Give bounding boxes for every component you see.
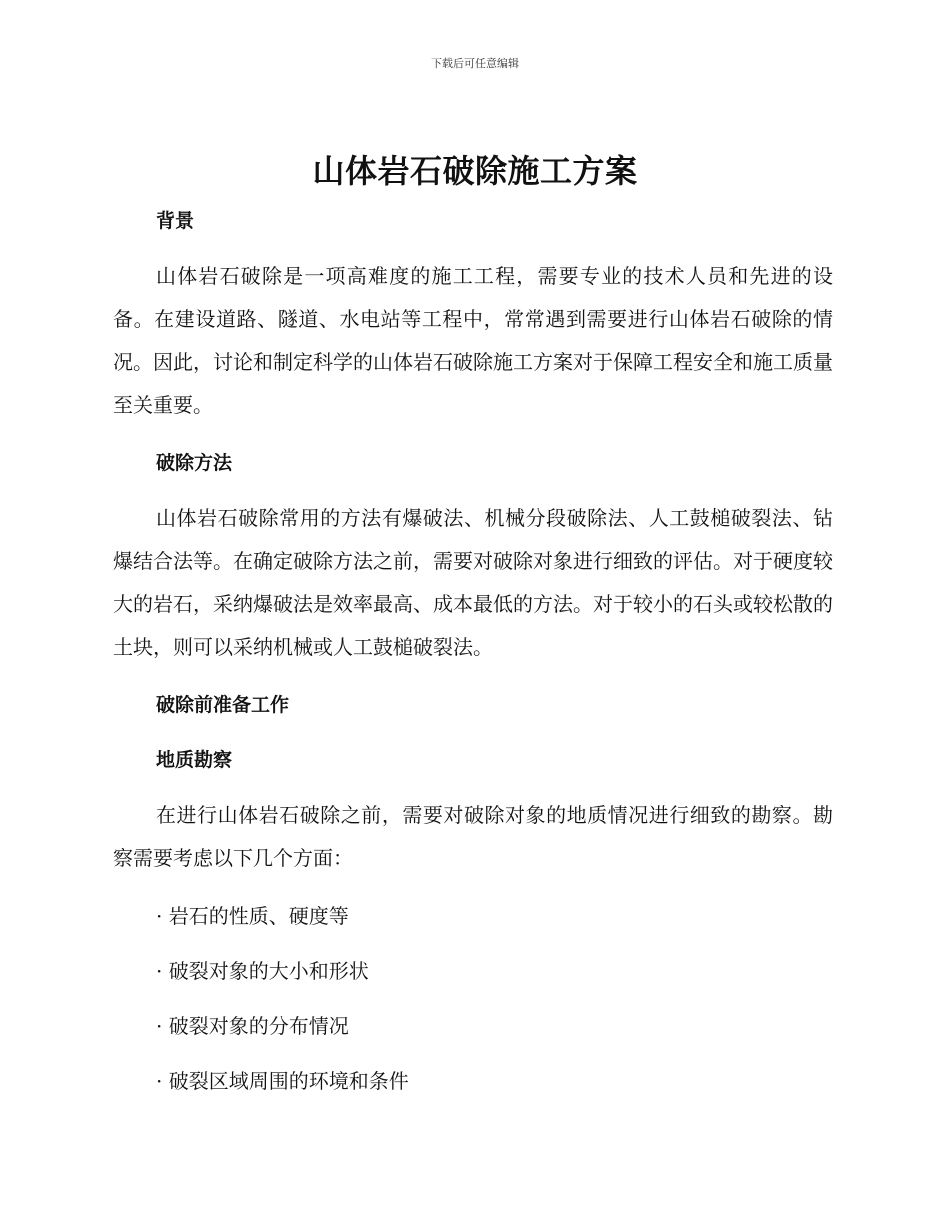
bullet-item: · 破裂区域周围的环境和条件: [156, 1069, 409, 1093]
section-heading-preparation: 破除前准备工作: [156, 694, 290, 716]
section-heading-survey: 地质勘察: [156, 749, 233, 771]
bullet-item: · 岩石的性质、硬度等: [156, 904, 349, 928]
bullet-item: · 破裂对象的大小和形状: [156, 959, 369, 983]
document-body: [113, 203, 833, 1099]
paragraph-methods: 山体岩石破除常用的方法有爆破法、机械分段破除法、人工鼓槌破裂法、钻爆结合法等。在确定破除方法之前，需要对破除对象进行细致的评估。对于硬度较大的岩石，采纳爆破法是效率最高、成本最低的方法。对于较小的石头或较松散的土块，则可以采纳机械或人工鼓槌破裂法。: [113, 506, 833, 659]
section-heading-methods: 破除方法: [156, 452, 233, 474]
section-heading-background: 背景: [156, 210, 195, 232]
paragraph-survey: 在进行山体岩石破除之前，需要对破除对象的地质情况进行细致的勘察。勘察需要考虑以下几个方面：: [113, 803, 833, 870]
bullet-item: · 破裂对象的分布情况: [156, 1014, 349, 1038]
paragraph-background: 山体岩石破除是一项高难度的施工工程，需要专业的技术人员和先进的设备。在建设道路、隧道、水电站等工程中，常常遇到需要进行山体岩石破除的情况。因此，讨论和制定科学的山体岩石破除施工方案对于保障工程安全和施工质量至关重要。: [113, 264, 833, 417]
document-title: 山体岩石破除施工方案: [312, 152, 638, 190]
header-note: 下载后可任意编辑: [431, 57, 519, 70]
